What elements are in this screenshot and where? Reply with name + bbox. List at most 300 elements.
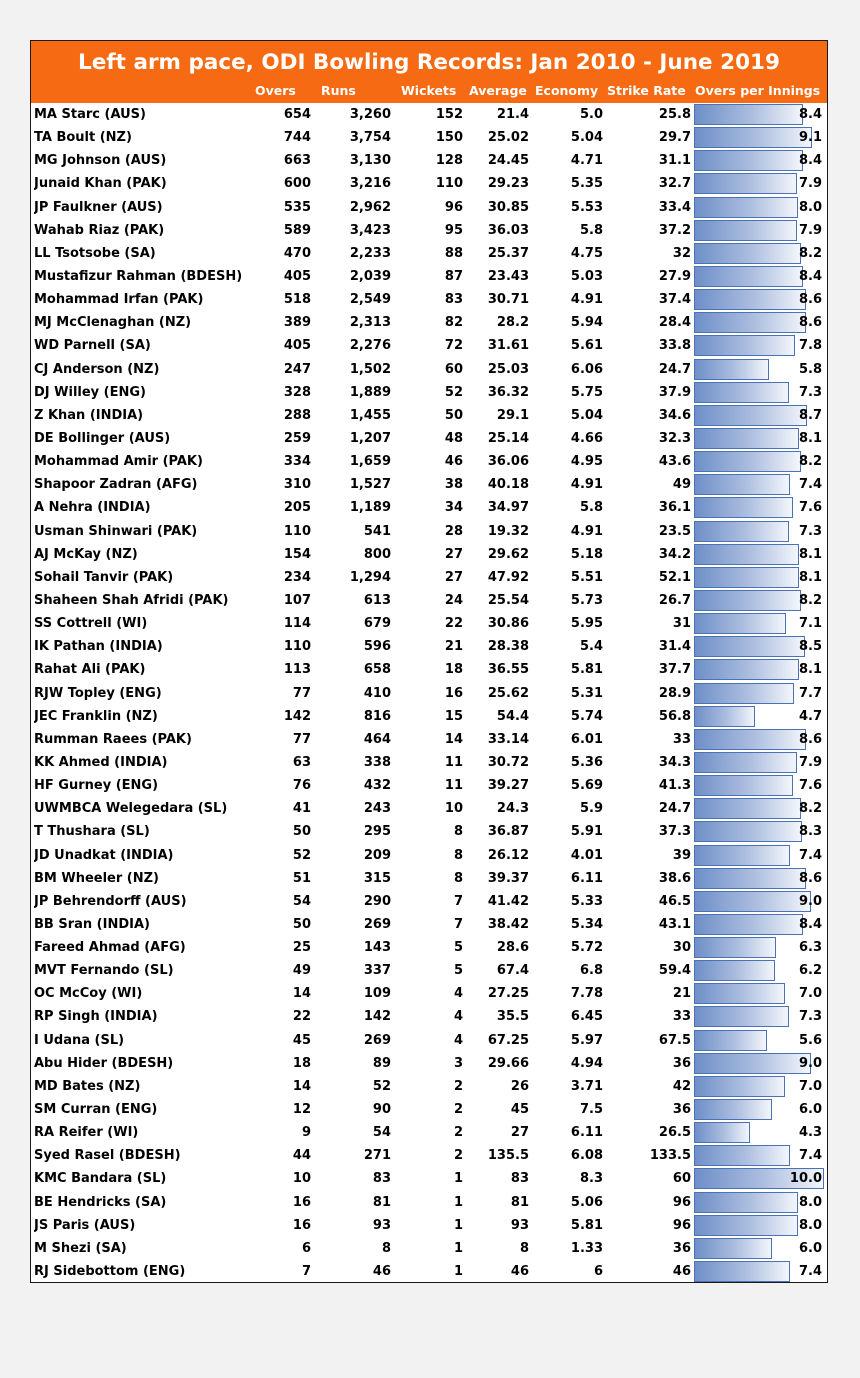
wickets-value: 24 — [444, 592, 463, 608]
strike-rate-value: 26.7 — [658, 592, 691, 608]
economy-value: 4.71 — [570, 153, 603, 169]
wickets-value: 82 — [444, 315, 463, 331]
wickets-value: 52 — [444, 384, 463, 400]
overs-per-innings-value: 5.6 — [798, 1032, 822, 1048]
strike-rate-value: 42 — [672, 1078, 691, 1094]
runs-value: 3,130 — [349, 153, 391, 169]
wickets-value: 72 — [444, 338, 463, 354]
runs-value: 337 — [363, 963, 391, 979]
bowler-name: WD Parnell (SA) — [34, 338, 151, 354]
overs-per-innings-value: 7.7 — [798, 685, 822, 701]
wickets-value: 50 — [444, 407, 463, 423]
overs-per-innings-value: 8.6 — [798, 315, 822, 331]
table-row — [31, 867, 827, 890]
economy-value: 5.81 — [570, 662, 603, 678]
overs-value: 154 — [283, 546, 311, 562]
overs-value: 49 — [292, 963, 311, 979]
overs-value: 51 — [292, 870, 311, 886]
overs-per-innings-value: 7.1 — [798, 616, 822, 632]
strike-rate-value: 43.1 — [658, 916, 691, 932]
average-value: 38.42 — [487, 916, 529, 932]
table-row — [31, 589, 827, 612]
overs-per-innings-value: 8.4 — [798, 916, 822, 932]
bowler-name: DJ Willey (ENG) — [34, 384, 146, 400]
strike-rate-value: 33.8 — [658, 338, 691, 354]
overs-value: 113 — [283, 662, 311, 678]
strike-rate-value: 27.9 — [658, 268, 691, 284]
runs-value: 432 — [363, 778, 391, 794]
overs-per-innings-value: 10.0 — [789, 1171, 822, 1187]
overs-value: 6 — [301, 1240, 311, 1256]
bowler-name: DE Bollinger (AUS) — [34, 430, 171, 446]
wickets-value: 128 — [435, 153, 463, 169]
bowler-name: JP Behrendorff (AUS) — [34, 893, 187, 909]
average-value: 36.87 — [487, 824, 529, 840]
bowler-name: OC McCoy (WI) — [34, 986, 143, 1002]
strike-rate-value: 30 — [672, 940, 691, 956]
economy-value: 5.04 — [570, 130, 603, 146]
overs-per-innings-value: 7.0 — [798, 1078, 822, 1094]
strike-rate-value: 31.1 — [658, 153, 691, 169]
overs-value: 405 — [283, 338, 311, 354]
overs-value: 247 — [283, 361, 311, 377]
overs-value: 744 — [283, 130, 311, 146]
strike-rate-value: 36 — [672, 1055, 691, 1071]
wickets-value: 5 — [453, 963, 463, 979]
runs-value: 2,039 — [349, 268, 391, 284]
table-row — [31, 705, 827, 728]
wickets-value: 18 — [444, 662, 463, 678]
economy-value: 5.06 — [570, 1194, 603, 1210]
overs-value: 44 — [292, 1148, 311, 1164]
table-row — [31, 543, 827, 566]
overs-per-innings-value: 8.2 — [798, 454, 822, 470]
table-row — [31, 612, 827, 635]
strike-rate-value: 31 — [672, 616, 691, 632]
header-wickets: Wickets — [401, 83, 457, 98]
runs-value: 243 — [363, 801, 391, 817]
wickets-value: 95 — [444, 222, 463, 238]
strike-rate-value: 26.5 — [658, 1125, 691, 1141]
average-value: 21.4 — [496, 107, 529, 122]
economy-value: 5.8 — [579, 500, 603, 516]
runs-value: 54 — [372, 1125, 391, 1141]
economy-value: 5.34 — [570, 916, 603, 932]
overs-value: 110 — [283, 523, 311, 539]
wickets-value: 7 — [453, 893, 463, 909]
table-row — [31, 288, 827, 311]
strike-rate-value: 21 — [672, 986, 691, 1002]
economy-value: 5.31 — [570, 685, 603, 701]
economy-value: 6.8 — [579, 963, 603, 979]
bowler-name: Syed Rasel (BDESH) — [34, 1148, 181, 1164]
wickets-value: 10 — [444, 801, 463, 817]
table-row — [31, 1121, 827, 1144]
average-value: 135.5 — [487, 1148, 529, 1164]
table-row — [31, 890, 827, 913]
table-row — [31, 1214, 827, 1237]
overs-per-innings-value: 8.0 — [798, 1194, 822, 1210]
runs-value: 109 — [363, 986, 391, 1002]
overs-per-innings-value: 8.4 — [798, 153, 822, 169]
economy-value: 1.33 — [570, 1240, 603, 1256]
table-row — [31, 219, 827, 242]
economy-value: 3.71 — [570, 1078, 603, 1094]
table-row — [31, 1167, 827, 1190]
runs-value: 83 — [372, 1171, 391, 1187]
bowler-name: T Thushara (SL) — [34, 824, 150, 840]
strike-rate-value: 46 — [672, 1264, 691, 1280]
table-row — [31, 1191, 827, 1214]
header-economy: Economy — [535, 83, 599, 98]
overs-per-innings-value: 7.3 — [798, 523, 822, 539]
bowler-name: UWMBCA Welegedara (SL) — [34, 801, 228, 817]
strike-rate-value: 28.9 — [658, 685, 691, 701]
average-value: 36.32 — [487, 384, 529, 400]
runs-value: 410 — [363, 685, 391, 701]
overs-per-innings-value: 7.9 — [798, 222, 822, 238]
strike-rate-value: 24.7 — [658, 801, 691, 817]
economy-value: 5.61 — [570, 338, 603, 354]
overs-per-innings-value: 8.6 — [798, 731, 822, 747]
table-row — [31, 635, 827, 658]
average-value: 26.12 — [487, 847, 529, 863]
bowler-name: A Nehra (INDIA) — [34, 500, 151, 516]
wickets-value: 4 — [453, 986, 463, 1002]
average-value: 28.6 — [496, 940, 529, 956]
economy-value: 5.69 — [570, 778, 603, 794]
overs-per-innings-value: 7.0 — [798, 986, 822, 1002]
average-value: 67.4 — [496, 963, 529, 979]
bowler-name: Z Khan (INDIA) — [34, 407, 144, 423]
overs-value: 142 — [283, 708, 311, 724]
wickets-value: 2 — [453, 1125, 463, 1141]
overs-value: 110 — [283, 639, 311, 655]
overs-per-innings-value: 7.6 — [798, 500, 822, 516]
bowler-name: MJ McClenaghan (NZ) — [34, 315, 192, 331]
economy-value: 5.18 — [570, 546, 603, 562]
economy-value: 5.0 — [579, 107, 603, 122]
table-row — [31, 242, 827, 265]
overs-per-innings-value: 6.0 — [798, 1240, 822, 1256]
runs-value: 613 — [363, 592, 391, 608]
bowling-records-table — [30, 40, 828, 1283]
header-overs: Overs — [255, 83, 296, 98]
wickets-value: 8 — [453, 824, 463, 840]
average-value: 40.18 — [487, 477, 529, 493]
bowler-name: Usman Shinwari (PAK) — [34, 523, 198, 539]
wickets-value: 2 — [453, 1078, 463, 1094]
average-value: 36.03 — [487, 222, 529, 238]
runs-value: 2,962 — [349, 199, 391, 215]
wickets-value: 1 — [453, 1194, 463, 1210]
overs-per-innings-value: 8.7 — [798, 407, 822, 423]
overs-value: 518 — [283, 292, 311, 308]
overs-per-innings-value: 7.4 — [798, 847, 822, 863]
overs-value: 16 — [292, 1194, 311, 1210]
bowler-name: KK Ahmed (INDIA) — [34, 754, 168, 770]
table-row — [31, 358, 827, 381]
overs-value: 16 — [292, 1217, 311, 1233]
bowler-name: Mustafizur Rahman (BDESH) — [34, 268, 243, 284]
bowler-name: LL Tsotsobe (SA) — [34, 245, 156, 261]
overs-per-innings-value: 7.4 — [798, 1264, 822, 1280]
average-value: 25.37 — [487, 245, 529, 261]
wickets-value: 83 — [444, 292, 463, 308]
overs-value: 54 — [292, 893, 311, 909]
strike-rate-value: 32 — [672, 245, 691, 261]
strike-rate-value: 37.7 — [658, 662, 691, 678]
table-row — [31, 1098, 827, 1121]
bowler-name: MG Johnson (AUS) — [34, 153, 167, 169]
average-value: 36.55 — [487, 662, 529, 678]
overs-value: 18 — [292, 1055, 311, 1071]
strike-rate-value: 43.6 — [658, 454, 691, 470]
economy-value: 5.74 — [570, 708, 603, 724]
wickets-value: 5 — [453, 940, 463, 956]
header-runs: Runs — [321, 83, 356, 98]
economy-value: 5.81 — [570, 1217, 603, 1233]
strike-rate-value: 59.4 — [658, 963, 691, 979]
bowler-name: SS Cottrell (WI) — [34, 616, 148, 632]
overs-per-innings-value: 4.3 — [798, 1125, 822, 1141]
overs-per-innings-value: 7.3 — [798, 1009, 822, 1025]
table-row — [31, 496, 827, 519]
bowler-name: JP Faulkner (AUS) — [34, 199, 163, 215]
economy-value: 5.4 — [579, 639, 603, 655]
average-value: 25.62 — [487, 685, 529, 701]
runs-value: 3,754 — [349, 130, 391, 146]
overs-per-innings-value: 7.9 — [798, 176, 822, 192]
wickets-value: 150 — [435, 130, 463, 146]
overs-value: 600 — [283, 176, 311, 192]
overs-per-innings-value: 8.3 — [798, 824, 822, 840]
strike-rate-value: 34.6 — [658, 407, 691, 423]
table-row — [31, 959, 827, 982]
runs-value: 1,294 — [349, 569, 391, 585]
bowler-name: JD Unadkat (INDIA) — [34, 847, 174, 863]
economy-value: 4.66 — [570, 430, 603, 446]
table-row — [31, 682, 827, 705]
average-value: 27 — [510, 1125, 529, 1141]
table-row — [31, 1075, 827, 1098]
average-value: 26 — [510, 1078, 529, 1094]
overs-value: 205 — [283, 500, 311, 516]
runs-value: 81 — [372, 1194, 391, 1210]
strike-rate-value: 31.4 — [658, 639, 691, 655]
overs-per-innings-value: 7.4 — [798, 477, 822, 493]
bowler-name: Wahab Riaz (PAK) — [34, 222, 165, 238]
economy-value: 5.03 — [570, 268, 603, 284]
table-row — [31, 936, 827, 959]
overs-value: 328 — [283, 384, 311, 400]
overs-value: 288 — [283, 407, 311, 423]
strike-rate-value: 96 — [672, 1194, 691, 1210]
economy-value: 5.91 — [570, 824, 603, 840]
economy-value: 7.5 — [579, 1102, 603, 1118]
table-row — [31, 797, 827, 820]
strike-rate-value: 34.3 — [658, 754, 691, 770]
average-value: 93 — [510, 1217, 529, 1233]
table-row — [31, 913, 827, 936]
overs-value: 77 — [292, 685, 311, 701]
runs-value: 295 — [363, 824, 391, 840]
overs-per-innings-value: 9.0 — [798, 893, 822, 909]
average-value: 29.66 — [487, 1055, 529, 1071]
average-value: 29.1 — [496, 407, 529, 423]
bowler-name: JS Paris (AUS) — [34, 1217, 136, 1233]
economy-value: 5.53 — [570, 199, 603, 215]
economy-value: 5.36 — [570, 754, 603, 770]
overs-value: 234 — [283, 569, 311, 585]
bowler-name: AJ McKay (NZ) — [34, 546, 138, 562]
overs-value: 389 — [283, 315, 311, 331]
overs-per-innings-value: 6.2 — [798, 963, 822, 979]
bowler-name: RJW Topley (ENG) — [34, 685, 162, 701]
average-value: 29.23 — [487, 176, 529, 192]
average-value: 67.25 — [487, 1032, 529, 1048]
overs-per-innings-value: 9.1 — [798, 130, 822, 146]
overs-value: 41 — [292, 801, 311, 817]
overs-value: 310 — [283, 477, 311, 493]
overs-per-innings-value: 8.5 — [798, 639, 822, 655]
economy-value: 5.33 — [570, 893, 603, 909]
average-value: 54.4 — [496, 708, 529, 724]
economy-value: 5.75 — [570, 384, 603, 400]
table-row — [31, 658, 827, 681]
strike-rate-value: 56.8 — [658, 708, 691, 724]
bowler-name: BB Sran (INDIA) — [34, 916, 150, 932]
runs-value: 3,260 — [349, 107, 391, 122]
bowler-name: RA Reifer (WI) — [34, 1125, 139, 1141]
runs-value: 271 — [363, 1148, 391, 1164]
overs-value: 107 — [283, 592, 311, 608]
average-value: 30.72 — [487, 754, 529, 770]
average-value: 30.85 — [487, 199, 529, 215]
header-overs-per-innings: Overs per Innings — [695, 83, 821, 98]
overs-per-innings-value: 8.1 — [798, 569, 822, 585]
overs-per-innings-value: 6.3 — [798, 940, 822, 956]
economy-value: 5.94 — [570, 315, 603, 331]
bowler-name: RJ Sidebottom (ENG) — [34, 1264, 186, 1280]
overs-per-innings-value: 8.0 — [798, 199, 822, 215]
overs-value: 654 — [283, 107, 311, 122]
bowler-name: BM Wheeler (NZ) — [34, 870, 159, 886]
overs-value: 50 — [292, 916, 311, 932]
runs-value: 143 — [363, 940, 391, 956]
average-value: 83 — [510, 1171, 529, 1187]
overs-per-innings-value: 8.1 — [798, 662, 822, 678]
table-title: Left arm pace, ODI Bowling Records: Jan 2010 - June 2019 — [78, 50, 780, 75]
table-row — [31, 774, 827, 797]
bowler-name: KMC Bandara (SL) — [34, 1171, 167, 1187]
strike-rate-value: 33.4 — [658, 199, 691, 215]
table-row — [31, 473, 827, 496]
runs-value: 1,889 — [349, 384, 391, 400]
wickets-value: 110 — [435, 176, 463, 192]
wickets-value: 46 — [444, 454, 463, 470]
average-value: 23.43 — [487, 268, 529, 284]
runs-value: 800 — [363, 546, 391, 562]
strike-rate-value: 32.3 — [658, 430, 691, 446]
economy-value: 4.95 — [570, 454, 603, 470]
economy-value: 5.97 — [570, 1032, 603, 1048]
strike-rate-value: 37.4 — [658, 292, 691, 308]
economy-value: 5.95 — [570, 616, 603, 632]
runs-value: 596 — [363, 639, 391, 655]
average-value: 45 — [510, 1102, 529, 1118]
overs-per-innings-value: 8.1 — [798, 546, 822, 562]
overs-per-innings-value: 8.2 — [798, 245, 822, 261]
title-bar — [31, 41, 827, 103]
runs-value: 93 — [372, 1217, 391, 1233]
strike-rate-value: 46.5 — [658, 893, 691, 909]
runs-value: 3,216 — [349, 176, 391, 192]
table-row — [31, 982, 827, 1005]
average-value: 25.03 — [487, 361, 529, 377]
overs-per-innings-value: 7.4 — [798, 1148, 822, 1164]
table-body — [31, 103, 827, 1283]
wickets-value: 4 — [453, 1009, 463, 1025]
overs-value: 259 — [283, 430, 311, 446]
runs-value: 269 — [363, 916, 391, 932]
runs-value: 46 — [372, 1264, 391, 1280]
runs-value: 464 — [363, 731, 391, 747]
economy-value: 5.9 — [579, 801, 603, 817]
runs-value: 209 — [363, 847, 391, 863]
strike-rate-value: 24.7 — [658, 361, 691, 377]
strike-rate-value: 38.6 — [658, 870, 691, 886]
strike-rate-value: 25.8 — [658, 107, 691, 122]
wickets-value: 27 — [444, 569, 463, 585]
average-value: 25.54 — [487, 592, 529, 608]
strike-rate-value: 52.1 — [658, 569, 691, 585]
average-value: 33.14 — [487, 731, 529, 747]
table-row — [31, 751, 827, 774]
wickets-value: 14 — [444, 731, 463, 747]
overs-value: 76 — [292, 778, 311, 794]
strike-rate-value: 49 — [672, 477, 691, 493]
wickets-value: 8 — [453, 847, 463, 863]
table-row — [31, 450, 827, 473]
strike-rate-value: 37.9 — [658, 384, 691, 400]
strike-rate-value: 33 — [672, 731, 691, 747]
average-value: 28.2 — [496, 315, 529, 331]
economy-value: 6.06 — [570, 361, 603, 377]
average-value: 46 — [510, 1264, 529, 1280]
overs-per-innings-value: 6.0 — [798, 1102, 822, 1118]
wickets-value: 34 — [444, 500, 463, 516]
bowler-name: TA Boult (NZ) — [34, 130, 132, 146]
average-value: 27.25 — [487, 986, 529, 1002]
overs-per-innings-value: 8.6 — [798, 870, 822, 886]
bowler-name: MVT Fernando (SL) — [34, 963, 174, 979]
wickets-value: 15 — [444, 708, 463, 724]
overs-value: 7 — [301, 1264, 311, 1280]
economy-value: 5.35 — [570, 176, 603, 192]
table-row — [31, 844, 827, 867]
overs-value: 589 — [283, 222, 311, 238]
average-value: 25.14 — [487, 430, 529, 446]
runs-value: 2,549 — [349, 292, 391, 308]
economy-value: 6.11 — [570, 1125, 603, 1141]
wickets-value: 28 — [444, 523, 463, 539]
wickets-value: 8 — [453, 870, 463, 886]
table-row — [31, 1144, 827, 1167]
economy-value: 4.91 — [570, 523, 603, 539]
overs-value: 22 — [292, 1009, 311, 1025]
wickets-value: 4 — [453, 1032, 463, 1048]
